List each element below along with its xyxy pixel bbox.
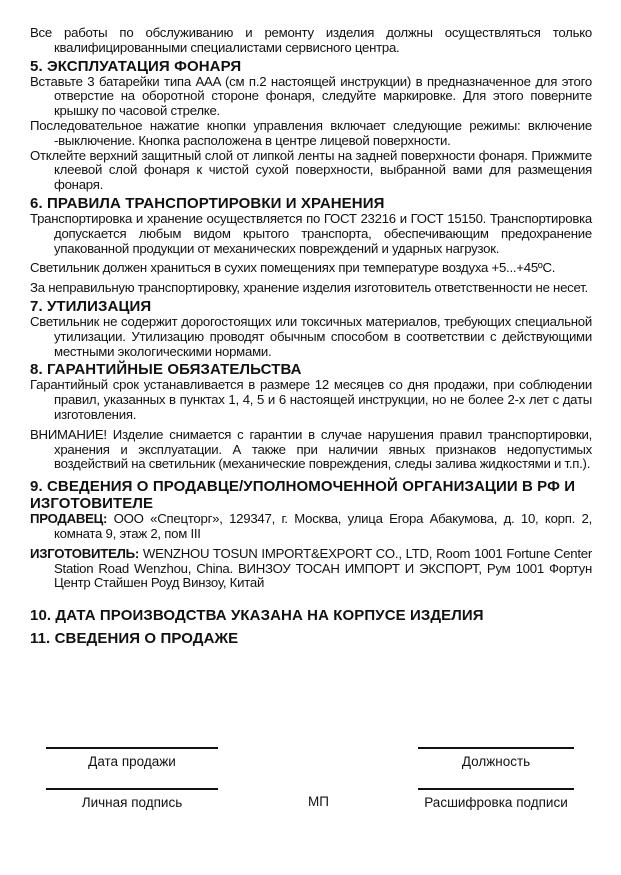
section-5-heading: 5. ЭКСПЛУАТАЦИЯ ФОНАРЯ xyxy=(30,57,242,75)
section-9-heading: 9. СВЕДЕНИЯ О ПРОДАВЦЕ/УПОЛНОМОЧЕННОЙ ОРГАНИЗАЦИИ В РФ И ИЗГОТОВИТЕЛЕ xyxy=(30,478,576,513)
seller-paragraph xyxy=(30,512,592,542)
position-label: Должность xyxy=(461,754,531,769)
manufacturer-text: WENZHOU TOSUN IMPORT&EXPORT CO., LTD, Room 1001 Fortune Center Station Road Wenzhou, China. ВИНЗОУ ТОСАН ИМПОРТ И ЭКСПОРТ, Рум 1001 Фортун Центр Стайшен Роуд Винзоу, Китай xyxy=(54,545,592,591)
sale-date-label: Дата продажи xyxy=(88,754,176,769)
signature-decoding-line xyxy=(418,788,574,790)
section-6-paragraph-2: Светильник должен храниться в сухих помещениях при температуре воздуха +5...+45ºС. xyxy=(30,260,556,276)
personal-signature-line xyxy=(46,788,218,790)
personal-signature-field xyxy=(46,788,218,810)
section-8-heading: 8. ГАРАНТИЙНЫЕ ОБЯЗАТЕЛЬСТВА xyxy=(30,361,302,379)
seller-text: ООО «Спецторг», 129347, г. Москва, улица Егора Абакумова, д. 10, корп. 2, комната 9, этаж 2, пом III xyxy=(54,511,592,541)
section-5-paragraph-3: Отклейте верхний защитный слой от липкой ленты на задней поверхности фонаря. Прижмите клеевой слой фонаря к чистой сухой поверхности, выбранной вами для размещения фонаря. xyxy=(30,147,592,193)
position-line xyxy=(418,747,574,749)
section-10-heading: 10. ДАТА ПРОИЗВОДСТВА УКАЗАНА НА КОРПУСЕ ИЗДЕЛИЯ xyxy=(30,607,484,625)
intro-paragraph: Все работы по обслуживанию и ремонту изделия должны осуществляться только квалифицированными специалистами сервисного центра. xyxy=(30,25,592,55)
section-5-paragraph-2: Последовательное нажатие кнопки управления включает следующие режимы: включение -выключение. Кнопка расположена в центре лицевой поверхности. xyxy=(30,117,592,148)
personal-signature-label: Личная подпись xyxy=(81,795,183,810)
section-6-paragraph-1: Транспортировка и хранение осуществляется по ГОСТ 23216 и ГОСТ 15150. Транспортировка допускается любым видом крытого транспорта, обеспечивающим предохранение упакованной продукции от механических повреждений и ударных нагрузок. xyxy=(30,210,592,256)
section-11-heading: 11. СВЕДЕНИЯ О ПРОДАЖЕ xyxy=(30,630,239,648)
signature-decoding-field xyxy=(418,788,574,810)
section-7-heading: 7. УТИЛИЗАЦИЯ xyxy=(30,297,152,315)
seller-label: ПРОДАВЕЦ: xyxy=(30,511,108,527)
section-8-paragraph-1: Гарантийный срок устанавливается в размере 12 месяцев со дня продажи, при соблюдении правил, указанных в пунктах 1, 4, 5 и 6 настоящей инструкции, но не более 2-х лет с даты изготовления. xyxy=(30,377,592,422)
section-7-paragraph-1: Светильник не содержит дорогостоящих или токсичных материалов, требующих специальной утилизации. Утилизацию проводят обычным способом в соответствии с действующими местными экологическими нормами. xyxy=(30,313,592,359)
signature-decoding-label: Расшифровка подписи xyxy=(424,795,568,810)
stamp-label: МП xyxy=(308,794,329,809)
section-6-paragraph-3: За неправильную транспортировку, хранение изделия изготовитель ответственности не несет. xyxy=(30,280,588,296)
manufacturer-paragraph xyxy=(30,547,592,591)
section-8-paragraph-2: ВНИМАНИЕ! Изделие снимается с гарантии в случае нарушения правил транспортировки, хранения и эксплуатации. А также при наличии явных признаков недопустимых воздействий на светильник (механические повреждения, следы залива жидкостями и т.п.). xyxy=(30,426,592,472)
document-page xyxy=(30,26,592,647)
section-6-heading: 6. ПРАВИЛА ТРАНСПОРТИРОВКИ И ХРАНЕНИЯ xyxy=(30,194,385,212)
position-field xyxy=(418,747,574,769)
sale-date-field xyxy=(46,747,218,769)
manufacturer-label: ИЗГОТОВИТЕЛЬ: xyxy=(30,545,140,561)
section-5-paragraph-1: Вставьте 3 батарейки типа AAA (см п.2 настоящей инструкции) в предназначенное для этого отверстие на оборотной стороне фонаря, следуйте маркировке. Для этого поверните крышку по часовой стрелке. xyxy=(30,73,592,119)
sale-date-line xyxy=(46,747,218,749)
